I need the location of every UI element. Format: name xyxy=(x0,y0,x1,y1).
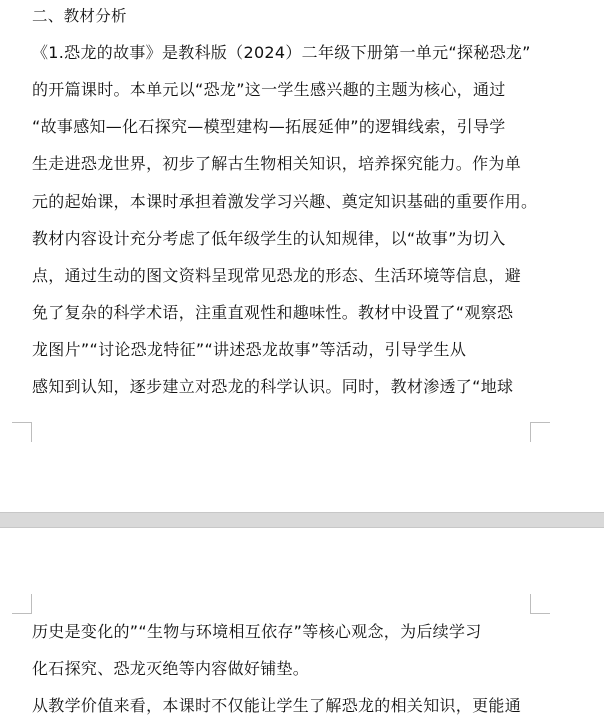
paragraph-line: 的开篇课时。本单元以“恐龙”这一学生感兴趣的主题为核心，通过 xyxy=(32,80,506,99)
page-corner-marker xyxy=(12,594,32,614)
paragraph-line: 感知到认知，逐步建立对恐龙的科学认识。同时，教材渗透了“地球 xyxy=(32,377,514,396)
page-separator xyxy=(0,512,604,528)
paragraph-line: 化石探究、恐龙灭绝等内容做好铺垫。 xyxy=(32,659,310,678)
paragraph-line: 生走进恐龙世界，初步了解古生物相关知识，培养探究能力。作为单 xyxy=(32,154,522,173)
paragraph-line: 教材内容设计充分考虑了低年级学生的认知规律，以“故事”为切入 xyxy=(32,229,506,248)
page-corner-marker xyxy=(530,594,550,614)
document-page xyxy=(0,528,604,715)
section-heading: 二、教材分析 xyxy=(32,7,127,25)
paragraph-line: 免了复杂的科学术语，注重直观性和趣味性。教材中设置了“观察恐 xyxy=(32,303,514,322)
paragraph-line: 点，通过生动的图文资料呈现常见恐龙的形态、生活环境等信息，避 xyxy=(32,266,522,285)
paragraph-line: 元的起始课，本课时承担着激发学习兴趣、奠定知识基础的重要作用。 xyxy=(32,192,538,211)
page-corner-marker xyxy=(12,422,32,442)
paragraph-line: 龙图片”“讨论恐龙特征”“讲述恐龙故事”等活动，引导学生从 xyxy=(32,340,467,359)
paragraph-line: 《1.恐龙的故事》是教科版（2024）二年级下册第一单元“探秘恐龙” xyxy=(32,43,531,62)
page-corner-marker xyxy=(530,422,550,442)
paragraph-line: 历史是变化的”“生物与环境相互依存”等核心观念，为后续学习 xyxy=(32,622,482,641)
paragraph-line: “故事感知—化石探究—模型建构—拓展延伸”的逻辑线索，引导学 xyxy=(32,117,506,136)
paragraph-line: 从教学价值来看，本课时不仅能让学生了解恐龙的相关知识，更能通 xyxy=(32,696,522,715)
